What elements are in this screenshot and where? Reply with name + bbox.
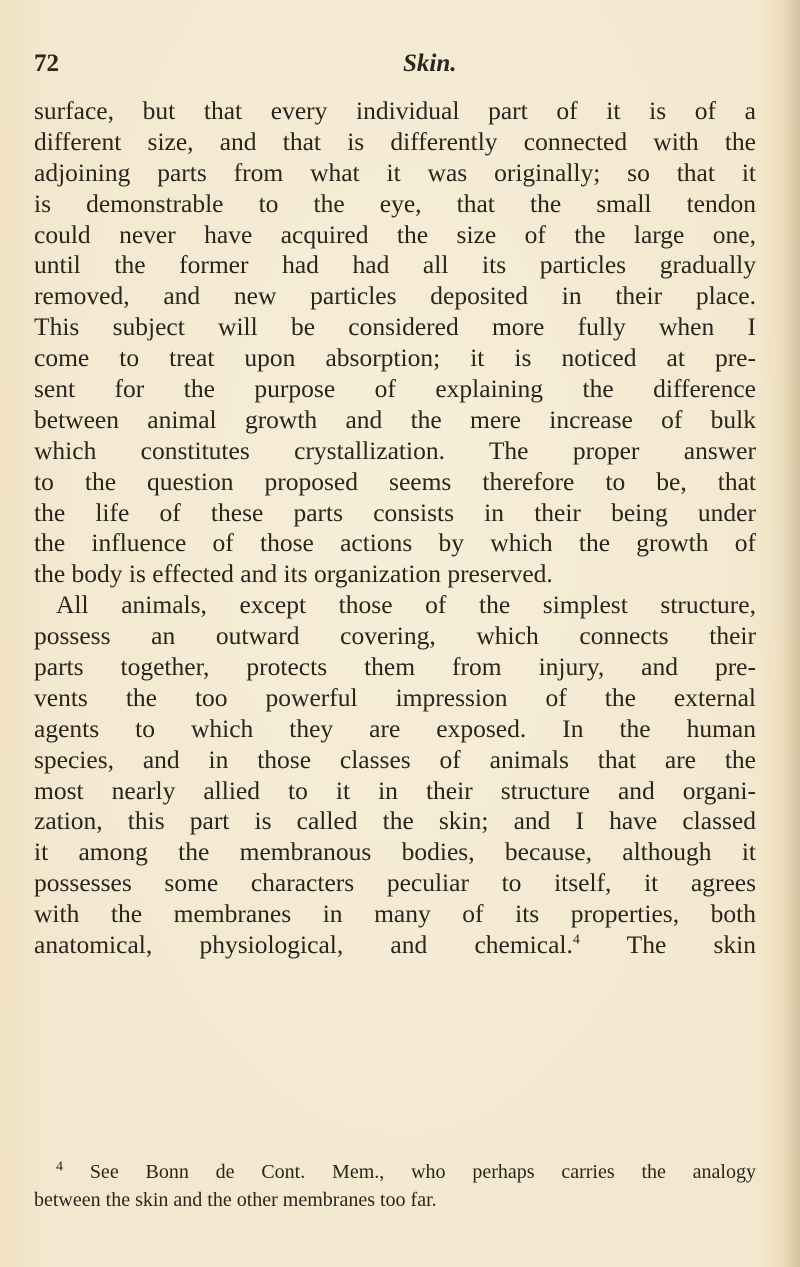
footnote-line: between the skin and the other membranes too far. [34, 1189, 437, 1211]
text-line: possesses some characters peculiar to itself, it agrees [34, 868, 756, 898]
footnote-line [34, 1158, 756, 1186]
text-line: until the former had had all its particles gradually [34, 250, 756, 280]
text-segment: The skin [626, 930, 757, 960]
page-edge-shadow [782, 0, 800, 1267]
page-header [0, 50, 800, 90]
text-line: different size, and that is differently connected with the [34, 126, 756, 156]
running-head: Skin. [403, 50, 457, 77]
text-line: to the question proposed seems therefore to be, that [34, 466, 756, 496]
text-line: species, and in those classes of animals that are the [34, 744, 756, 774]
text-line: surface, but that every individual part of it is of a [34, 96, 756, 125]
footnote-marker: 4 [56, 1159, 63, 1175]
text-line: All animals, except those of the simplest structure, [56, 590, 756, 620]
text-line: the influence of those actions by which the growth of [34, 528, 756, 558]
text-line: the body is effected and its organization preserved. [34, 559, 553, 589]
paragraph-1 [34, 96, 756, 590]
text-line: sent for the purpose of explaining the difference [34, 374, 756, 404]
paragraph-2 [34, 590, 756, 961]
text-line: possess an outward covering, which connects their [34, 621, 756, 651]
text-line: removed, and new particles deposited in their place. [34, 281, 756, 311]
footnote-reference[interactable]: 4 [572, 932, 580, 948]
text-line-with-footnote-ref [34, 930, 756, 961]
text-line: zation, this part is called the skin; and I have classed [34, 806, 756, 836]
text-line: it among the membranous bodies, because, although it [34, 837, 756, 867]
footnote-text: See Bonn de Cont. Mem., who perhaps carries the analogy [89, 1161, 756, 1183]
text-line: agents to which they are exposed. In the human [34, 713, 756, 743]
text-line: is demonstrable to the eye, that the small tendon [34, 188, 756, 218]
text-line: with the membranes in many of its properties, both [34, 899, 756, 929]
text-line: most nearly allied to it in their structure and organi- [34, 775, 756, 805]
text-line: This subject will be considered more fully when I [34, 312, 756, 342]
page-number: 72 [34, 50, 59, 77]
text-line: parts together, protects them from injury, and pre- [34, 652, 756, 682]
footnote [34, 1158, 756, 1214]
text-line: adjoining parts from what it was originally; so that it [34, 157, 756, 187]
text-line: the life of these parts consists in their being under [34, 497, 756, 527]
text-line: between animal growth and the mere increase of bulk [34, 404, 756, 434]
text-line: vents the too powerful impression of the external [34, 682, 756, 712]
text-line: come to treat upon absorption; it is noticed at pre- [34, 343, 756, 373]
text-line: could never have acquired the size of the large one, [34, 219, 756, 249]
body-text [34, 96, 756, 961]
text-line: which constitutes crystallization. The proper answer [34, 435, 756, 465]
text-segment: anatomical, physiological, and chemical. [34, 930, 573, 960]
